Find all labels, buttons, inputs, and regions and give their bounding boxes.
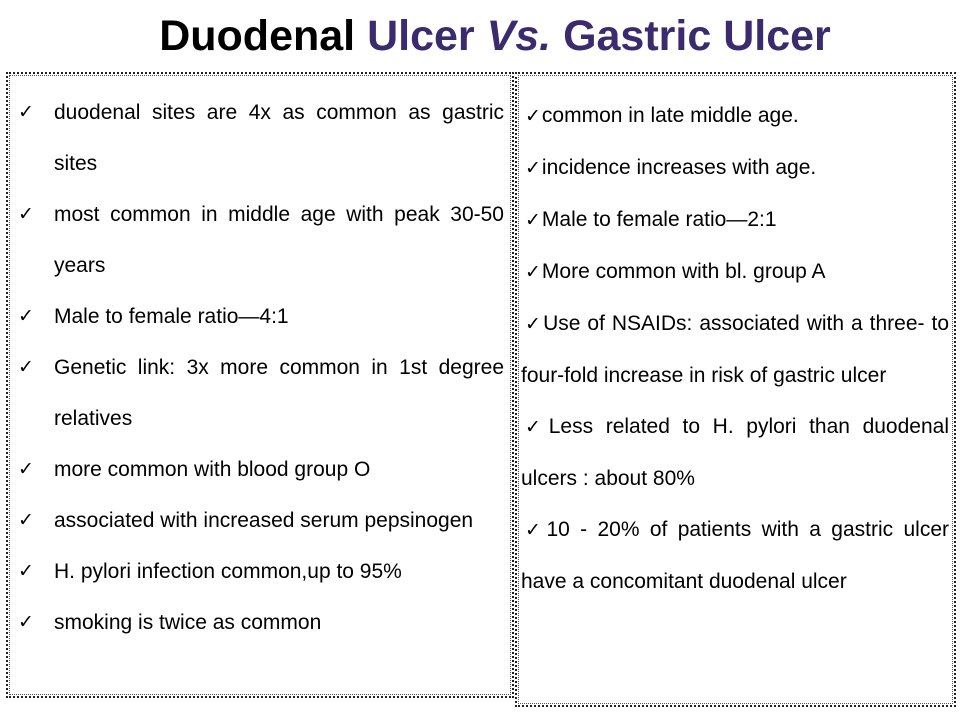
list-item [18, 342, 504, 444]
list-item-text: 10 - 20% of patients with a gastric ulcer have a concomitant duodenal ulcer [521, 518, 950, 593]
list-item [521, 401, 949, 504]
check-icon: ✓ [525, 261, 541, 283]
list-item-text: Genetic link: 3x more common in 1st degree relatives [54, 356, 504, 430]
title-duodenal: Duodenal [159, 12, 368, 60]
check-icon: ✓ [18, 101, 34, 123]
gastric-ulcer-panel [515, 72, 956, 707]
list-item-text: Use of NSAIDs: associated with a three- to four-fold increase in risk of gastric ulcer [521, 312, 949, 387]
list-item [521, 90, 949, 142]
check-icon: ✓ [18, 560, 34, 582]
title-ulcer: Ulcer [367, 12, 487, 60]
check-icon: ✓ [18, 458, 34, 480]
list-item [18, 291, 504, 342]
list-item [521, 246, 949, 298]
list-item [18, 597, 504, 648]
list-item-text: duodenal sites are 4x as common as gastric sites [54, 101, 504, 175]
list-item [521, 298, 949, 401]
duodenal-ulcer-panel [6, 72, 514, 698]
check-icon: ✓ [18, 203, 34, 225]
duodenal-list [18, 87, 504, 648]
check-icon: ✓ [525, 209, 541, 231]
page-title [0, 10, 960, 62]
list-item [18, 87, 504, 189]
list-item-text: associated with increased serum pepsinogen [54, 509, 474, 532]
list-item-text: most common in middle age with peak 30-50 years [54, 203, 504, 277]
check-icon: ✓ [18, 356, 34, 378]
list-item-text: more common with blood group O [54, 458, 371, 481]
check-icon: ✓ [18, 611, 34, 633]
list-item-text: incidence increases with age. [541, 156, 817, 179]
check-icon: ✓ [525, 313, 543, 335]
list-item [18, 444, 504, 495]
list-item-text: H. pylori infection common,up to 95% [54, 560, 402, 583]
list-item [18, 546, 504, 597]
check-icon: ✓ [525, 157, 541, 179]
list-item-text: More common with bl. group A [541, 260, 826, 283]
list-item [521, 194, 949, 246]
list-item [18, 495, 504, 546]
list-item-text: Male to female ratio—4:1 [54, 305, 289, 328]
check-icon: ✓ [525, 519, 546, 541]
gastric-list [521, 90, 949, 607]
title-vs: Vs. [486, 12, 552, 60]
list-item-text: Less related to H. pylori than duodenal ulcers : about 80% [521, 415, 949, 490]
list-item [521, 504, 949, 607]
check-icon: ✓ [18, 305, 34, 327]
check-icon: ✓ [525, 105, 541, 127]
list-item [521, 142, 949, 194]
check-icon: ✓ [525, 416, 548, 438]
list-item-text: common in late middle age. [541, 104, 799, 127]
check-icon: ✓ [18, 509, 34, 531]
list-item [18, 189, 504, 291]
title-gastric-ulcer: Gastric Ulcer [551, 12, 831, 60]
list-item-text: smoking is twice as common [54, 611, 322, 634]
list-item-text: Male to female ratio—2:1 [541, 208, 777, 231]
